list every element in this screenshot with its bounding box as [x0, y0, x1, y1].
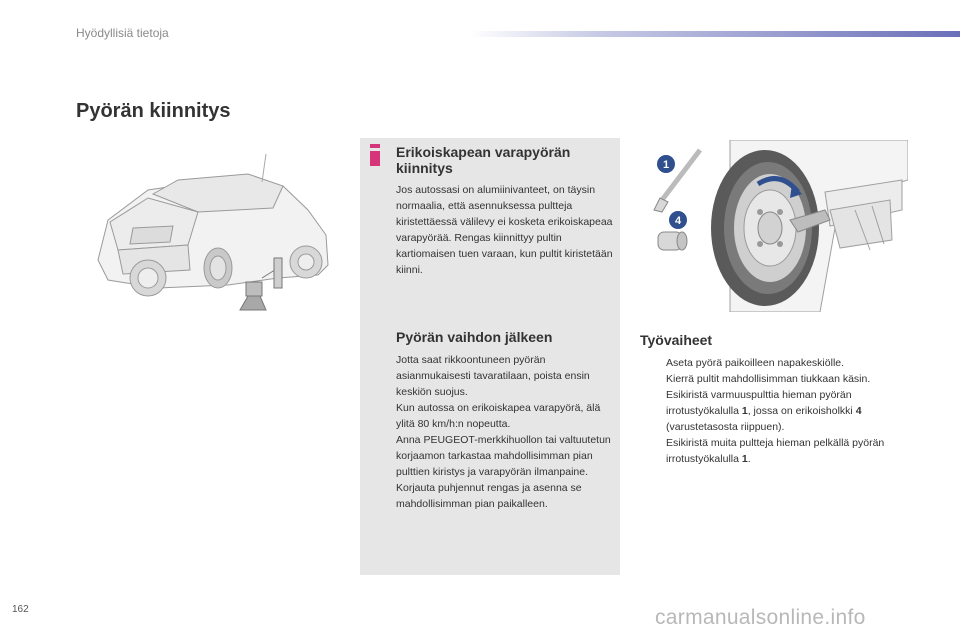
step-text: . [747, 453, 751, 465]
step-text: Aseta pyörä paikoilleen napakeskiölle. [666, 357, 845, 369]
step-item [640, 371, 910, 387]
after-change-paragraph: Korjauta puhjennut rengas ja asenna se mahdollisimman pian paikalleen. [396, 482, 582, 510]
steps-list [640, 355, 910, 467]
info-icon [370, 144, 380, 166]
tool-ref: 1 [741, 453, 748, 465]
spare-wheel-heading: Erikoiskapean varapyörän kiinnitys [396, 144, 571, 176]
callout-1: 1 [662, 159, 670, 171]
step-item [640, 355, 910, 371]
wheel-tools-illustration [640, 140, 908, 312]
step-item [640, 387, 910, 435]
after-change-heading: Pyörän vaihdon jälkeen [396, 329, 553, 345]
tool-ref: 4 [855, 405, 862, 417]
step-text: Esikiristä varmuuspulttia hieman pyörän irrotustyökalulla [666, 389, 852, 417]
after-change-paragraph: Jotta saat rikkoontuneen pyörän asianmukaisesti tavaratilaan, poista ensin keskiön suojus. [396, 354, 590, 398]
step-text: (varustetasosta riippuen). [666, 421, 785, 433]
info-panel [360, 138, 620, 575]
watermark: carmanualsonline.info [655, 606, 866, 629]
spare-wheel-text: Jos autossasi on alumiinivanteet, on täysin normaalia, että asennuksessa pultteja kiristettäessä välilevy ei kosketa erikoiskapeaa varapyörää. Rengas kiinnittyy pultin kartiomaisen tuen varaan, kun pultit kiristetään kiinni. [396, 184, 613, 276]
header-bar [470, 31, 960, 37]
after-change-paragraph: Kun autossa on erikoiskapea varapyörä, älä ylitä 80 km/h:n nopeutta. [396, 402, 601, 430]
step-text: , jossa on erikoisholkki [747, 405, 856, 417]
callout-4: 4 [674, 215, 682, 227]
step-text: Esikiristä muita pultteja hieman pelkällä pyörän irrotustyökalulla [666, 437, 885, 465]
step-item [640, 435, 910, 467]
section-header: Hyödyllisiä tietoja [76, 26, 169, 40]
step-text: Kierrä pultit mahdollisimman tiukkaan käsin. [666, 373, 871, 385]
car-jack-illustration [78, 150, 340, 322]
after-change-text [396, 352, 618, 512]
steps-heading: Työvaiheet [640, 332, 713, 348]
tool-ref: 1 [741, 405, 748, 417]
after-change-paragraph: Anna PEUGEOT-merkkihuollon tai valtuutetun korjaamon tarkastaa mahdollisimman pian pulttien kiristys ja varapyörän ilmanpaine. [396, 434, 611, 478]
page-number: 162 [12, 604, 29, 615]
page-title: Pyörän kiinnitys [76, 100, 231, 122]
